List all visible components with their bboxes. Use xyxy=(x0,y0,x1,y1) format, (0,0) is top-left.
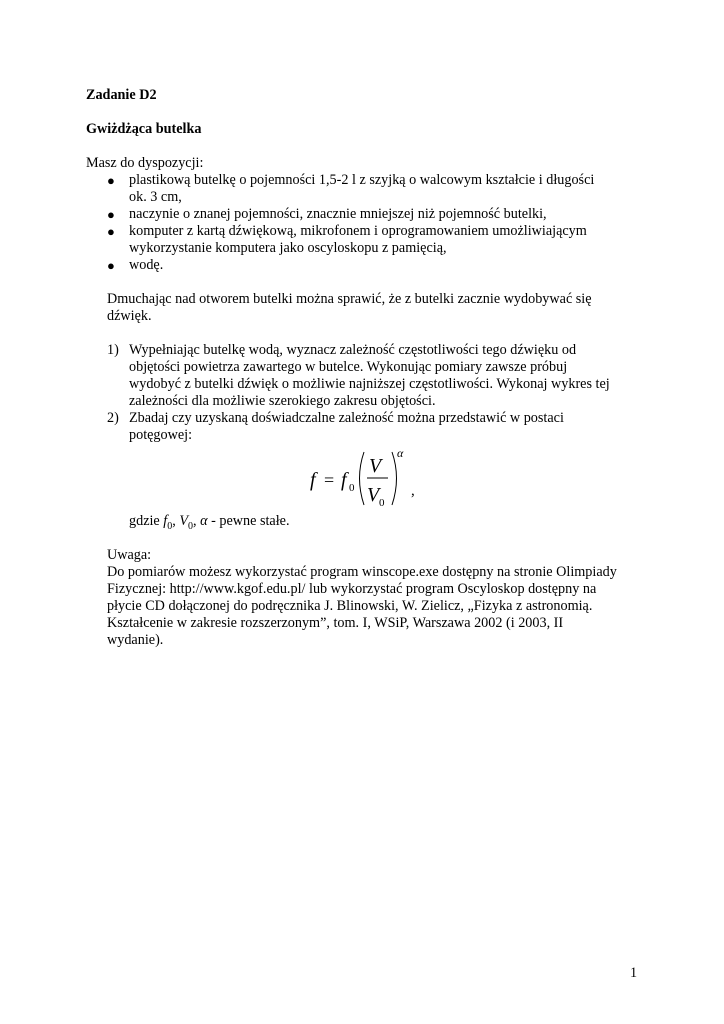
formula-exponent: α xyxy=(397,446,404,460)
constant-v: V xyxy=(179,513,188,529)
bullet-icon: ● xyxy=(107,258,115,273)
power-law-formula xyxy=(300,445,430,515)
task-line: wydobyć z butelki dźwięk o możliwie najniższej częstotliwości. Wykonaj wykres tej xyxy=(129,376,610,392)
list-item-line: wykorzystanie komputera jako oscyloskopu z pamięcią, xyxy=(129,240,447,256)
constant-f: f xyxy=(163,513,168,529)
task-title: Zadanie D2 xyxy=(86,87,157,103)
task-line: Zbadaj czy uzyskaną doświadczalne zależność można przedstawić w postaci xyxy=(129,410,564,426)
task-line: Wypełniając butelkę wodą, wyznacz zależność częstotliwości tego dźwięku od xyxy=(129,342,577,358)
note-line: płycie CD dołączonej do podręcznika J. Blinowski, W. Zielicz, „Fizyka z astronomią. xyxy=(107,598,593,614)
formula-equals: = xyxy=(324,470,335,490)
note-title: Uwaga: xyxy=(107,547,152,563)
task-line: potęgowej: xyxy=(129,427,193,443)
formula-f0-sub: 0 xyxy=(349,482,355,494)
note-line: Fizycznej: http://www.kgof.edu.pl/ lub wykorzystać program Oscyloskop dostępny na xyxy=(107,581,597,597)
paragraph-line: dźwięk. xyxy=(107,308,152,324)
task-number: 2) xyxy=(107,410,119,426)
list-item-line: naczynie o znanej pojemności, znacznie mniejszej niż pojemność butelki, xyxy=(129,206,547,222)
list-item-line: komputer z kartą dźwiękową, mikrofonem i oprogramowaniem umożliwiającym xyxy=(129,223,587,239)
left-paren-icon xyxy=(360,452,365,505)
formula-f0: f xyxy=(341,469,347,491)
right-paren-icon xyxy=(392,452,397,505)
formula-numerator: V xyxy=(369,455,382,477)
paragraph-line: Dmuchając nad otworem butelki można sprawić, że z butelki zacznie wydobywać się xyxy=(107,291,592,307)
intro-text: Masz do dyspozycji: xyxy=(86,155,204,171)
task-line: zależności dla możliwie szerokiego zakresu objętości. xyxy=(129,393,436,409)
formula-denominator: V xyxy=(367,484,380,506)
bullet-icon: ● xyxy=(107,224,115,239)
list-item-line: plastikową butelkę o pojemności 1,5-2 l z szyjką o walcowym kształcie i długości xyxy=(129,172,595,188)
page-number: 1 xyxy=(630,965,638,981)
constants-separator: , xyxy=(172,513,180,529)
bullet-icon: ● xyxy=(107,173,115,188)
note-line: Do pomiarów możesz wykorzystać program winscope.exe dostępny na stronie Olimpiady xyxy=(107,564,617,580)
constants-separator: , xyxy=(193,513,201,529)
constant-alpha: α xyxy=(200,513,208,529)
task-subtitle: Gwiżdżąca butelka xyxy=(86,121,202,137)
bullet-icon: ● xyxy=(107,207,115,222)
note-line: wydanie). xyxy=(107,632,164,648)
formula-f: f xyxy=(310,469,316,491)
constants-prefix: gdzie xyxy=(129,513,164,529)
task-line: objętości powietrza zawartego w butelce. Wykonując pomiary zawsze próbuj xyxy=(129,359,568,375)
constants-line xyxy=(129,513,290,531)
constant-f-sub: 0 xyxy=(167,521,173,532)
list-item-line: ok. 3 cm, xyxy=(129,189,182,205)
list-item-line: wodę. xyxy=(129,257,164,273)
formula-comma: , xyxy=(411,483,415,499)
task-number: 1) xyxy=(107,342,119,358)
note-line: Kształcenie w zakresie rozszerzonym”, tom. I, WSiP, Warszawa 2002 (i 2003, II xyxy=(107,615,564,631)
constant-v-sub: 0 xyxy=(188,521,193,532)
constants-suffix: - pewne stałe. xyxy=(207,513,290,529)
formula-denominator-sub: 0 xyxy=(379,497,385,509)
